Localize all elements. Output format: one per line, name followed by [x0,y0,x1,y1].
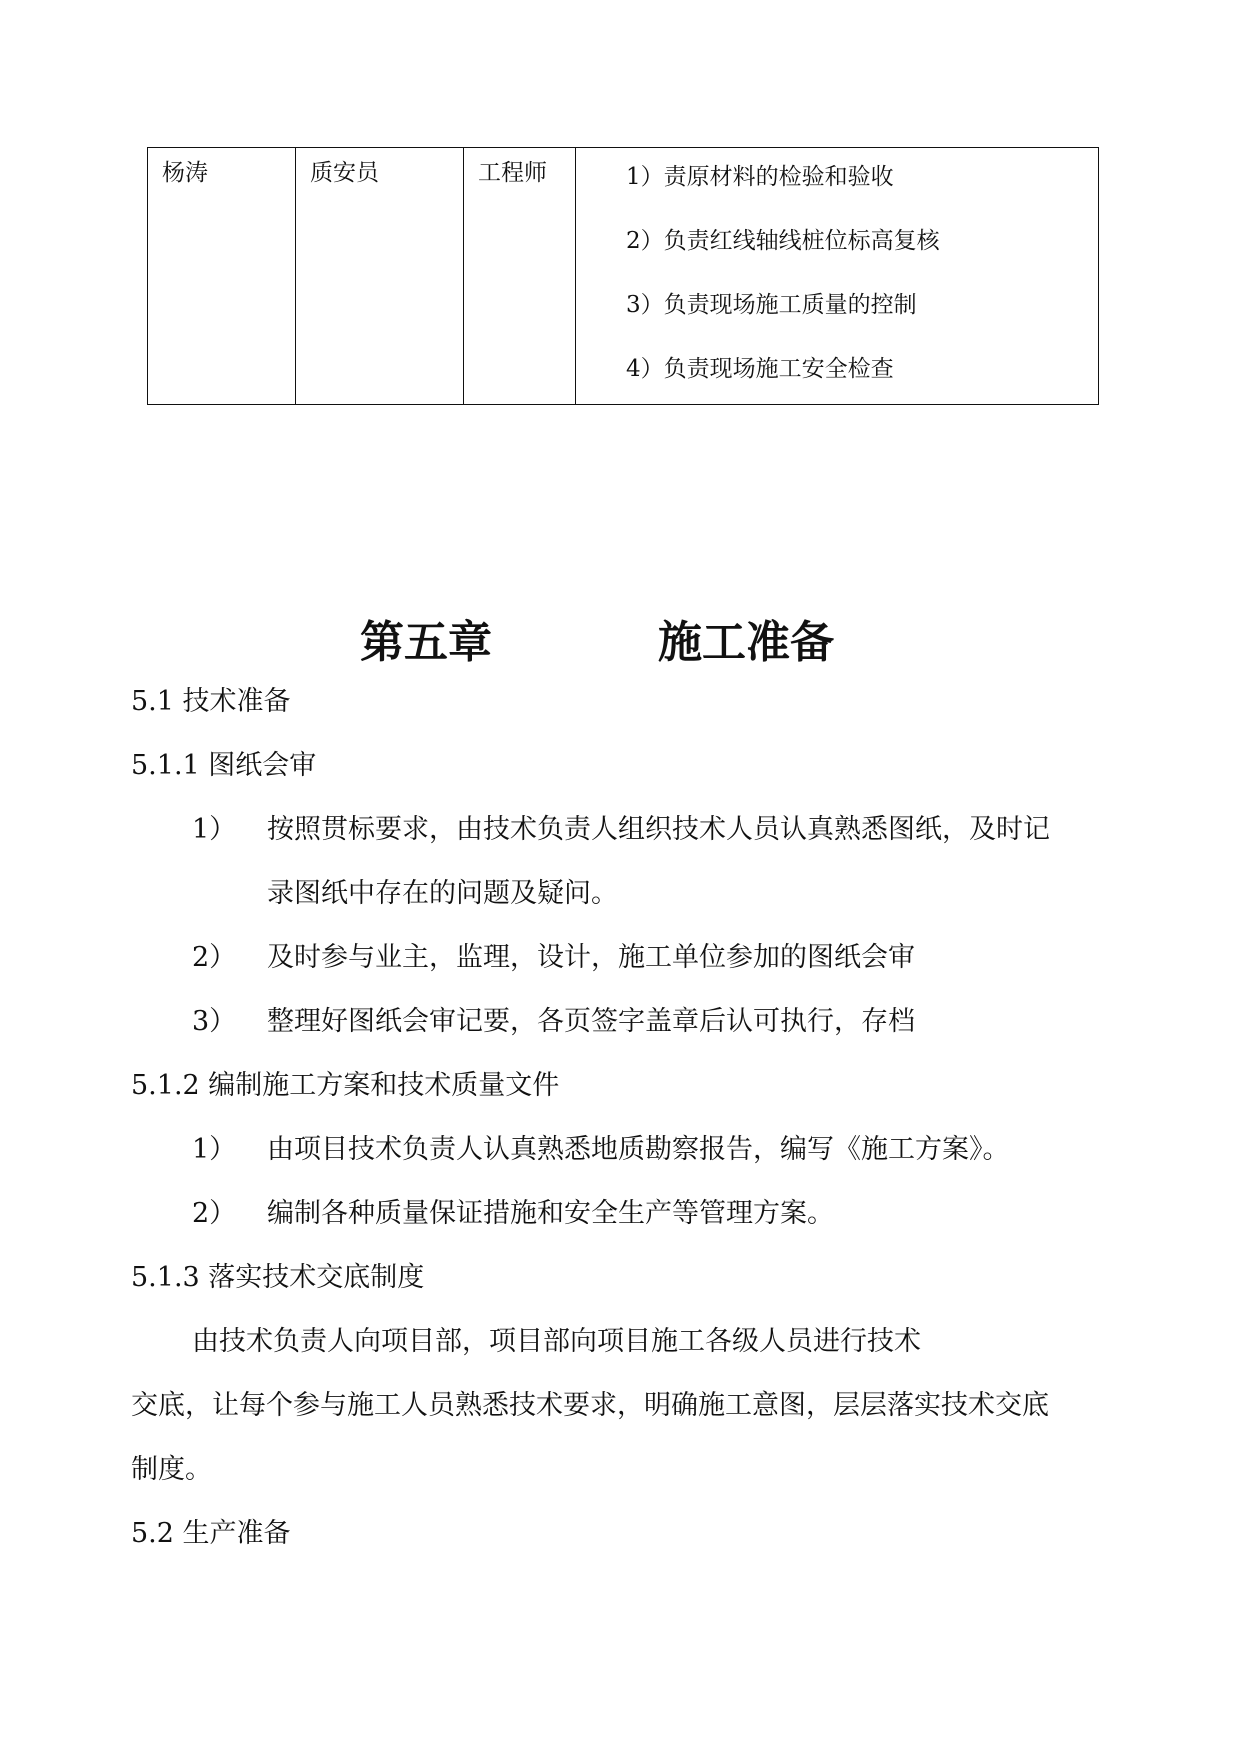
list-item-number: 1） [192,814,237,845]
staff-position: 质安员 [310,160,379,186]
section-heading-5-2: 5.2 生产准备 [131,1518,291,1549]
list-item-number: 2） [192,1198,237,1229]
staff-title: 工程师 [478,160,547,186]
name-cell [148,148,296,405]
list-item-continuation: 录图纸中存在的问题及疑问。 [267,878,618,909]
staff-table [147,147,1099,405]
chapter-name: 施工准备 [658,617,834,668]
list-item-number: 1） [192,1134,237,1165]
duty-item: 2）负责红线轴线桩位标高复核 [626,228,940,254]
paragraph-line: 由技术负责人向项目部，项目部向项目施工各级人员进行技术 [192,1326,921,1357]
duty-item: 4）负责现场施工安全检查 [626,356,894,382]
paragraph-line: 交底，让每个参与施工人员熟悉技术要求，明确施工意图，层层落实技术交底 [131,1390,1049,1421]
list-item-text: 由项目技术负责人认真熟悉地质勘察报告，编写《施工方案》。 [267,1134,1010,1165]
list-item-number: 2） [192,942,237,973]
duties-cell [576,148,1099,405]
section-heading-5-1: 5.1 技术准备 [131,686,291,717]
list-item-text: 编制各种质量保证措施和安全生产等管理方案。 [267,1198,834,1229]
table-row [148,148,1099,405]
duty-item: 3）负责现场施工质量的控制 [626,292,917,318]
position-cell [296,148,464,405]
section-heading-5-1-1: 5.1.1 图纸会审 [131,750,317,781]
chapter-number: 第五章 [360,617,492,668]
section-heading-5-1-3: 5.1.3 落实技术交底制度 [131,1262,425,1293]
chapter-heading [0,606,1241,666]
duty-item: 1）责原材料的检验和验收 [626,164,894,190]
paragraph-line: 制度。 [131,1454,212,1485]
list-item-number: 3） [192,1006,237,1037]
list-item-text: 整理好图纸会审记要，各页签字盖章后认可执行，存档 [267,1006,915,1037]
section-heading-5-1-2: 5.1.2 编制施工方案和技术质量文件 [131,1070,560,1101]
staff-name: 杨涛 [162,160,208,186]
duties-list [576,162,1098,384]
title-cell [464,148,576,405]
list-item-text: 按照贯标要求，由技术负责人组织技术人员认真熟悉图纸，及时记 [267,814,1050,845]
list-item-text: 及时参与业主，监理，设计，施工单位参加的图纸会审 [267,942,915,973]
